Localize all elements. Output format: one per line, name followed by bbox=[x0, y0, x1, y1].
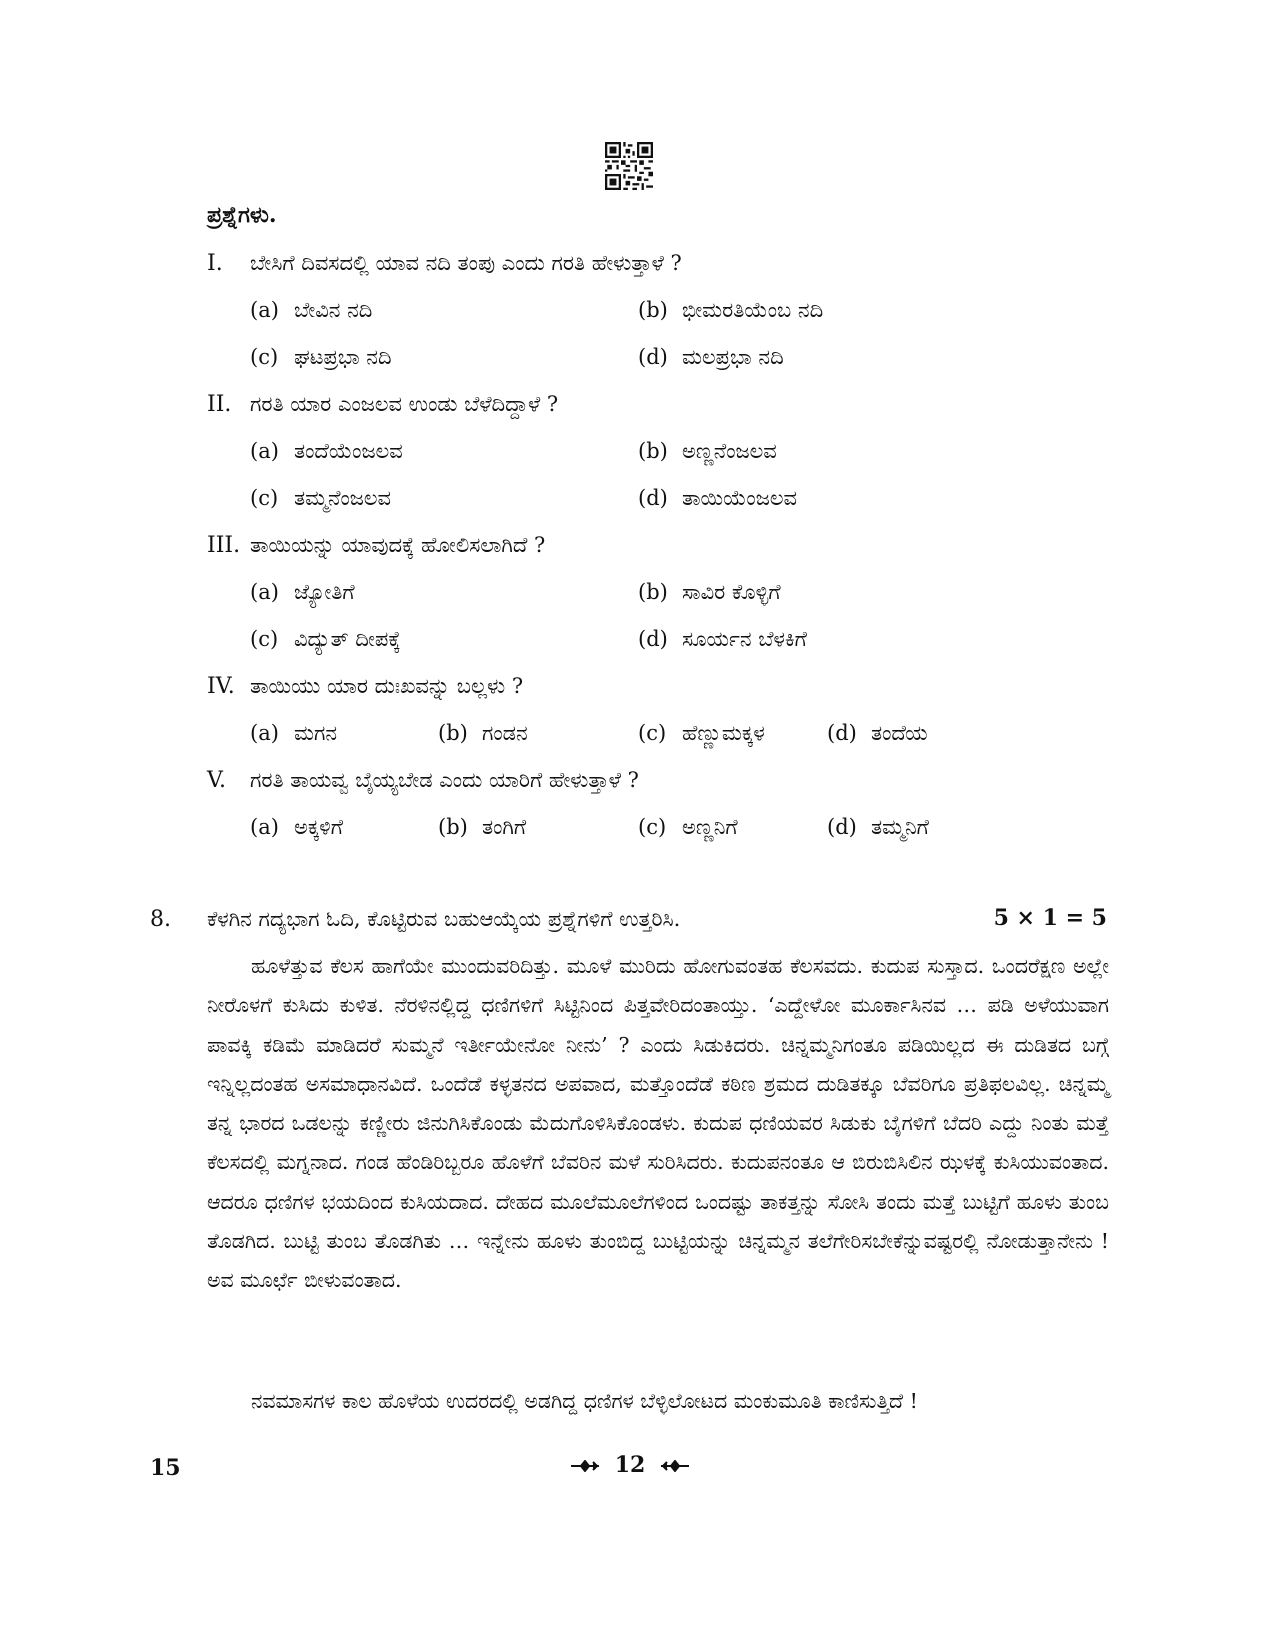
option-b: (b) ಗಂಡನ bbox=[438, 721, 528, 745]
question-number: IV. bbox=[207, 674, 235, 699]
option-a: (a) ತಂದೆಯೆಂಜಲವ bbox=[250, 439, 403, 463]
option-b: (b) ತಂಗಿಗೆ bbox=[438, 815, 527, 839]
question-text: ತಾಯಿಯು ಯಾರ ದುಃಖವನ್ನು ಬಲ್ಲಳು ? bbox=[250, 674, 524, 698]
ornament-right-icon bbox=[661, 1460, 689, 1472]
ornament-left-icon bbox=[571, 1460, 599, 1472]
option-d: (d) ತಾಯಿಯೆಂಜಲವ bbox=[638, 486, 797, 510]
question-8-instruction: ಕೆಳಗಿನ ಗದ್ಯಭಾಗ ಓದಿ, ಕೊಟ್ಟಿರುವ ಬಹುಆಯ್ಕೆಯ ಪ್ರಶ್ನೆಗಳಿಗೆ ಉತ್ತರಿಸಿ. bbox=[207, 907, 681, 931]
question-8-number: 8. bbox=[150, 907, 171, 932]
page-number-block bbox=[560, 1452, 700, 1478]
option-a: (a) ಅಕ್ಕಳಿಗೆ bbox=[250, 815, 343, 839]
passage-paragraph: ಹೂಳೆತ್ತುವ ಕೆಲಸ ಹಾಗೆಯೇ ಮುಂದುವರಿದಿತ್ತು. ಮೂಳೆ ಮುರಿದು ಹೋಗುವಂತಹ ಕೆಲಸವದು. ಕುದುಪ ಸುಸ್ತಾದ. ಒಂದರೆಕ್ಷಣ ಅಲ್ಲೇ ನೀರೊಳಗೆ ಕುಸಿದು ಕುಳಿತ. ನೆರಳಿನಲ್ಲಿದ್ದ ಧಣಿಗಳಿಗೆ ಸಿಟ್ಟಿನಿಂದ ಪಿತ್ತವೇರಿದಂತಾಯ್ತು. ‘ಎದ್ದೇಳೋ ಮೂರ್ಕಾಸಿನವ … ಪಡಿ ಅಳೆಯುವಾಗ ಪಾವಕ್ಕಿ ಕಡಿಮೆ ಮಾಡಿದರೆ ಸುಮ್ಮನೆ ಇರ್ತೀಯೇನೋ ನೀನು’ ? ಎಂದು ಸಿಡುಕಿದರು. ಚಿನ್ನಮ್ಮನಿಗಂತೂ ಪಡಿಯಿಲ್ಲದ ಈ ದುಡಿತದ ಬಗ್ಗೆ ಇನ್ನಿಲ್ಲದಂತಹ ಅಸಮಾಧಾನವಿದೆ. ಒಂದೆಡೆ ಕಳ್ಳತನದ ಅಪವಾದ, ಮತ್ತೊಂದೆಡೆ ಕಠಿಣ ಶ್ರಮದ ದುಡಿತಕ್ಕೂ ಬೆವರಿಗೂ ಪ್ರತಿಫಲವಿಲ್ಲ. ಚಿನ್ನಮ್ಮ ತನ್ನ ಭಾರದ ಒಡಲನ್ನು ಕಣ್ಣೀರು ಜಿನುಗಿಸಿಕೊಂಡು ಮೆದುಗೊಳಿಸಿಕೊಂಡಳು. ಕುದುಪ ಧಣಿಯವರ ಸಿಡುಕು ಬೈಗಳಿಗೆ ಬೆದರಿ ಎದ್ದು ನಿಂತು ಮತ್ತೆ ಕೆಲಸದಲ್ಲಿ ಮಗ್ನನಾದ. ಗಂಡ ಹೆಂಡಿರಿಬ್ಬರೂ ಹೊಳೆಗೆ ಬೆವರಿನ ಮಳೆ ಸುರಿಸಿದರು. ಕುದುಪನಂತೂ ಆ ಬಿರುಬಿಸಿಲಿನ ಝಳಕ್ಕೆ ಕುಸಿಯುವಂತಾದ. ಆದರೂ ಧಣಿಗಳ ಭಯದಿಂದ ಕುಸಿಯದಾದ. ದೇಹದ ಮೂಲೆಮೂಲೆಗಳಿಂದ ಒಂದಷ್ಟು ತಾಕತ್ತನ್ನು ಸೋಸಿ ತಂದು ಮತ್ತೆ ಬುಟ್ಟಿಗೆ ಹೂಳು ತುಂಬ ತೊಡಗಿದ. ಬುಟ್ಟಿ ತುಂಬ ತೊಡಗಿತು … ಇನ್ನೇನು ಹೂಳು ತುಂಬಿದ್ದ ಬುಟ್ಟಿಯನ್ನು ಚಿನ್ನಮ್ಮನ ತಲೆಗೇರಿಸಬೇಕೆನ್ನುವಷ್ಟರಲ್ಲಿ ನೋಡುತ್ತಾನೇನು ! ಅವ ಮೂರ್ಛೆ ಬೀಳುವಂತಾದ. bbox=[207, 954, 1109, 1293]
option-a: (a) ಮಗನ bbox=[250, 721, 338, 745]
question-number: III. bbox=[207, 533, 241, 558]
option-c: (c) ತಮ್ಮನೆಂಜಲವ bbox=[250, 486, 391, 510]
option-b: (b) ಸಾವಿರ ಕೊಳ್ಳಿಗೆ bbox=[638, 580, 781, 604]
option-a: (a) ಬೇವಿನ ನದಿ bbox=[250, 298, 373, 322]
question-number: II. bbox=[207, 392, 232, 417]
passage-paragraph-2: ನವಮಾಸಗಳ ಕಾಲ ಹೊಳೆಯ ಉದರದಲ್ಲಿ ಅಡಗಿದ್ದ ಧಣಿಗಳ ಬೆಳ್ಳಿಲೋಟದ ಮಂಕುಮೂತಿ ಕಾಣಿಸುತ್ತಿದೆ ! bbox=[251, 1389, 918, 1413]
paper-code: 15 bbox=[150, 1455, 181, 1481]
option-c: (c) ಘಟಪ್ರಭಾ ನದಿ bbox=[250, 345, 392, 369]
page-number: 12 bbox=[614, 1452, 646, 1478]
question-text: ತಾಯಿಯನ್ನು ಯಾವುದಕ್ಕೆ ಹೋಲಿಸಲಾಗಿದೆ ? bbox=[250, 533, 546, 557]
qr-code-icon bbox=[605, 142, 653, 190]
option-a: (a) ಜ್ಯೋತಿಗೆ bbox=[250, 580, 355, 604]
option-c: (c) ವಿದ್ಯುತ್ ದೀಪಕ್ಕೆ bbox=[250, 627, 401, 651]
question-text: ಗರತಿ ಯಾರ ಎಂಜಲವ ಉಂಡು ಬೆಳೆದಿದ್ದಾಳೆ ? bbox=[250, 392, 559, 416]
option-d: (d) ತಮ್ಮನಿಗೆ bbox=[827, 815, 929, 839]
option-c: (c) ಅಣ್ಣನಿಗೆ bbox=[638, 815, 738, 839]
question-number: I. bbox=[207, 251, 223, 276]
option-b: (b) ಭೀಮರತಿಯೆಂಬ ನದಿ bbox=[638, 298, 824, 322]
questions-heading: ಪ್ರಶ್ನೆಗಳು. bbox=[207, 202, 277, 228]
question-text: ಬೇಸಿಗೆ ದಿವಸದಲ್ಲಿ ಯಾವ ನದಿ ತಂಪು ಎಂದು ಗರತಿ ಹೇಳುತ್ತಾಳೆ ? bbox=[250, 251, 682, 275]
question-text: ಗರತಿ ತಾಯವ್ವ ಬೈಯ್ಯಬೇಡ ಎಂದು ಯಾರಿಗೆ ಹೇಳುತ್ತಾಳೆ ? bbox=[250, 768, 639, 792]
question-number: V. bbox=[207, 768, 227, 793]
option-d: (d) ಸೂರ್ಯನ ಬೆಳಕಿಗೆ bbox=[638, 627, 807, 651]
option-c: (c) ಹೆಣ್ಣುಮಕ್ಕಳ bbox=[638, 721, 765, 745]
option-b: (b) ಅಣ್ಣನೆಂಜಲವ bbox=[638, 439, 777, 463]
marks-allocation: 5 × 1 = 5 bbox=[993, 905, 1107, 931]
option-d: (d) ಮಲಪ್ರಭಾ ನದಿ bbox=[638, 345, 784, 369]
option-d: (d) ತಂದೆಯ bbox=[827, 721, 928, 745]
